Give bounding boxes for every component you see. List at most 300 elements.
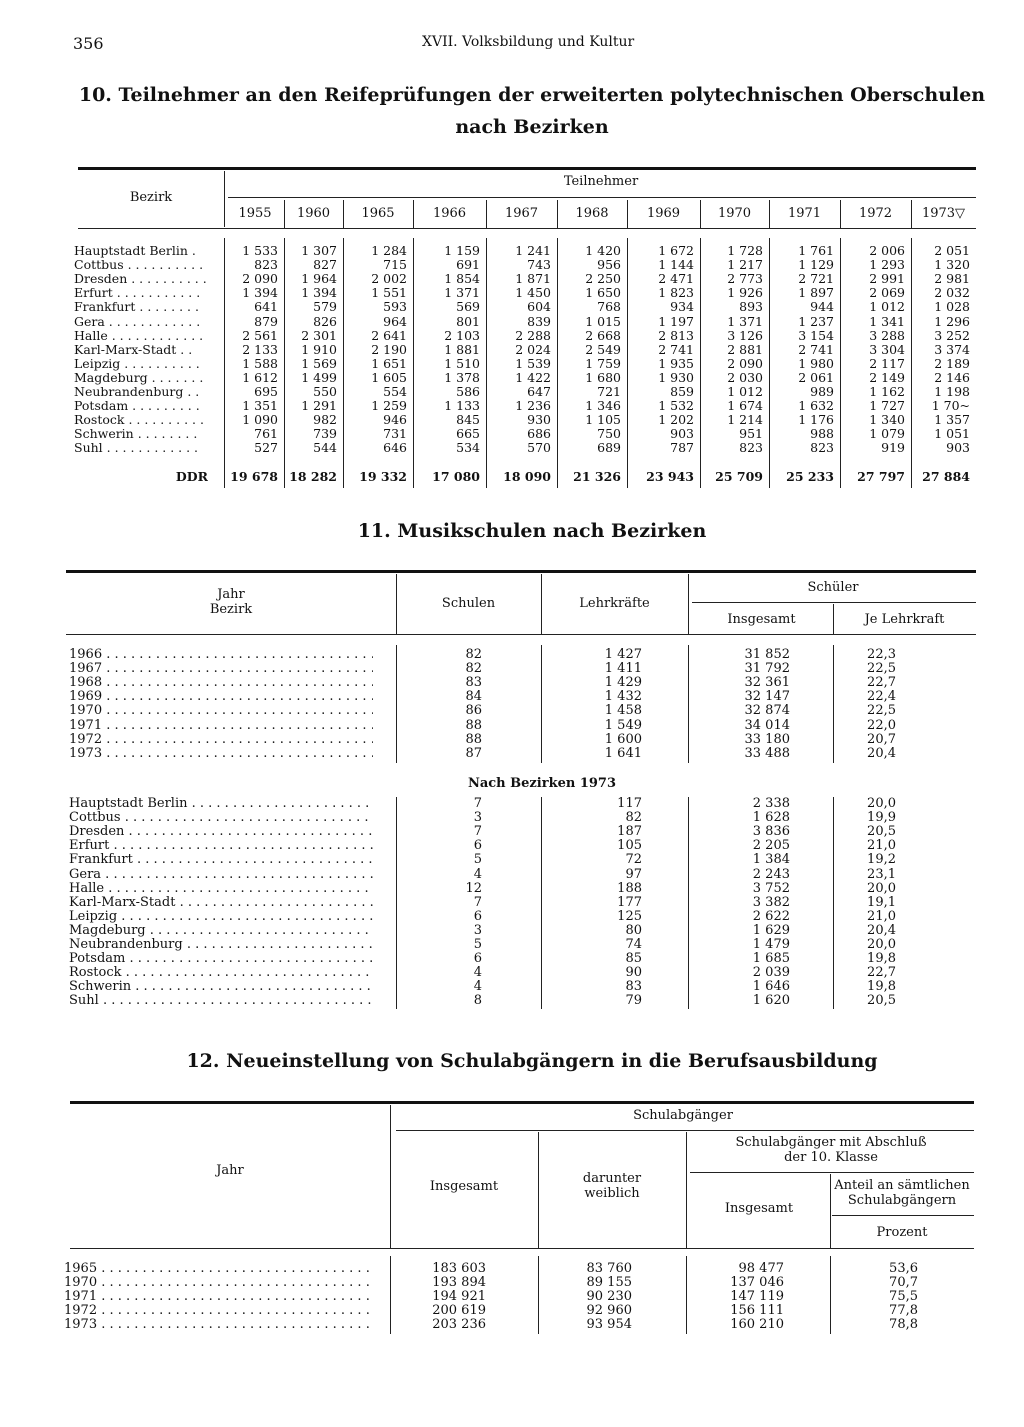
table11-cell: 32 874	[744, 703, 790, 719]
table10-cell: 1 605	[371, 369, 407, 385]
table11-row	[0, 719, 1000, 733]
table11-cell: 6	[473, 908, 482, 924]
table10-row	[0, 315, 1000, 329]
table10-cell: 3 288	[869, 327, 905, 343]
table11-row-label: 1971 . . .	[69, 719, 373, 733]
table10-cell: 2 561	[242, 327, 278, 343]
table10-cell: 801	[456, 313, 480, 329]
table11-cell: 20,4	[867, 745, 896, 761]
table10-header-divider	[769, 200, 770, 228]
table11-cell: 83	[465, 675, 482, 691]
table11-row-label: Gera . . .	[69, 868, 373, 882]
table10-cell: 1 759	[585, 355, 621, 371]
table10-row	[0, 272, 1000, 286]
table10-year-header: 1969	[646, 206, 681, 221]
table10-cell: 2 146	[934, 369, 970, 385]
running-head: XVII. Volksbildung und Kultur	[422, 34, 635, 50]
table10-cell: 1 926	[727, 285, 763, 301]
table10-cell: 823	[739, 440, 763, 456]
table12-cell: 78,8	[889, 1317, 918, 1333]
table10-cell: 1 510	[444, 355, 480, 371]
table11-cell: 1 432	[604, 689, 642, 705]
table11-cell: 6	[473, 838, 482, 854]
table12-anteil-rule	[832, 1215, 974, 1216]
table11-cell: 22,0	[867, 717, 896, 733]
table11-cell: 34 014	[744, 717, 790, 733]
table10-cell: 944	[810, 299, 834, 315]
table10-cell: 646	[383, 440, 407, 456]
table11-cell: 19,8	[867, 979, 896, 995]
table11-row-label: Potsdam . . .	[69, 952, 373, 966]
table10-cell: 951	[739, 426, 763, 442]
table12-header-rule	[70, 1248, 974, 1249]
table10-row	[0, 427, 1000, 441]
table10-row	[0, 286, 1000, 300]
table11-cell: 20,0	[867, 796, 896, 811]
table10-cell: 579	[313, 299, 337, 315]
table10-cell: 2 741	[658, 341, 694, 357]
table11-row	[0, 924, 1000, 938]
table11-row-label: Suhl . . .	[69, 994, 373, 1008]
table11-cell: 87	[465, 745, 482, 761]
table10-cell: 1 533	[242, 243, 278, 258]
table10-title-line2: nach Bezirken	[455, 116, 609, 138]
table10-cell: 27 797	[857, 469, 905, 484]
table10-cell: 1 420	[585, 243, 621, 258]
table11-cell: 4	[473, 979, 482, 995]
table12-cell: 200 619	[432, 1303, 486, 1319]
table10-cell: 2 061	[798, 369, 834, 385]
table11-cell: 3	[473, 810, 482, 826]
table10-cell: 1 351	[242, 398, 278, 414]
table10-cell: 1 357	[934, 412, 970, 428]
table12-cell: 137 046	[730, 1275, 784, 1291]
table10-row-label: Rostock . . . . . . . . . .	[74, 413, 204, 428]
table11-cell: 2 338	[752, 796, 790, 811]
table11-row-label: 1970 . . .	[69, 704, 373, 718]
table10-cell: 2 189	[934, 355, 970, 371]
table10-cell: 1 612	[242, 369, 278, 385]
table10-row	[0, 258, 1000, 272]
table10-cell: 982	[313, 412, 337, 428]
table11-row	[0, 662, 1000, 676]
table10-cell: 2 881	[727, 341, 763, 357]
table10-cell: 946	[383, 412, 407, 428]
table10-row	[0, 399, 1000, 413]
table12-row-label: 1972 . . .	[64, 1304, 370, 1318]
table10-cell: 1 159	[444, 243, 480, 258]
table10-cell: 1 394	[242, 285, 278, 301]
table10-top-rule	[78, 167, 976, 170]
table10-year-header: 1970	[717, 206, 752, 221]
table10-cell: 2 117	[869, 355, 905, 371]
table11-cell: 1 620	[752, 993, 790, 1009]
table10-cell: 1 588	[242, 355, 278, 371]
table11-cell: 2 243	[752, 866, 790, 882]
table12-divider-3	[686, 1132, 687, 1248]
table11-section-label: Nach Bezirken 1973	[467, 776, 617, 791]
table10-cell: 839	[527, 313, 551, 329]
table10-cell: 1 650	[585, 285, 621, 301]
table12-cell: 147 119	[730, 1289, 784, 1305]
table10-cell: 2 301	[301, 327, 337, 343]
table10-cell: 1 176	[798, 412, 834, 428]
table10-cell: 2 668	[585, 327, 621, 343]
table10-cell: 593	[383, 299, 407, 315]
table11-row	[0, 825, 1000, 839]
table11-cell: 3	[473, 922, 482, 938]
table10-row-label: Dresden . . . . . . . . . .	[74, 272, 207, 287]
table11-cell: 12	[465, 880, 482, 896]
table11-cell: 1 685	[752, 951, 790, 967]
table11-row-label: Erfurt . . .	[69, 839, 373, 853]
table12-cell: 70,7	[889, 1275, 918, 1291]
table11-cell: 1 458	[604, 703, 642, 719]
table10-cell: 1 144	[658, 257, 694, 273]
table10-cell: 1 910	[301, 341, 337, 357]
table12-col-anteil-2: Schulabgängern	[847, 1193, 957, 1208]
table10-cell: 1 105	[585, 412, 621, 428]
table10-cell: 2 549	[585, 341, 621, 357]
table10-cell: 2 641	[371, 327, 407, 343]
table11-row	[0, 704, 1000, 718]
table10-cell: 1 217	[727, 257, 763, 273]
table11-cell: 22,3	[867, 647, 896, 662]
table10-cell: 1 532	[658, 398, 694, 414]
table12-title: 12. Neueinstellung von Schulabgängern in die Berufsausbildung	[186, 1050, 878, 1072]
table10-row-label: Neubrandenburg . .	[74, 385, 200, 399]
table10-row-label: Leipzig . . . . . . . . . .	[74, 356, 200, 371]
table11-row	[0, 690, 1000, 704]
table11-cell: 22,7	[867, 675, 896, 691]
table11-cell: 72	[625, 852, 642, 868]
table10-year-header: 1967	[504, 206, 539, 221]
table11-row	[0, 882, 1000, 896]
table11-cell: 86	[465, 703, 482, 719]
table11-cell: 1 641	[604, 745, 642, 761]
table10-cell: 1 727	[869, 398, 905, 414]
table10-cell: 879	[254, 313, 278, 329]
table11-row	[0, 966, 1000, 980]
table10-row-label: Halle . . . . . . . . . . . .	[74, 328, 204, 343]
table11-cell: 74	[625, 937, 642, 952]
table11-cell: 32 147	[744, 689, 790, 705]
table10-cell: 18 282	[289, 469, 337, 484]
table10-year-header: 1971	[787, 206, 822, 221]
table10-cell: 1 129	[798, 257, 834, 273]
table10-year-header: 1960	[296, 206, 331, 221]
table10-year-header: 1972	[858, 206, 893, 221]
table10-row	[0, 244, 1000, 258]
table10-cell: 1 259	[371, 398, 407, 414]
table11-cell: 32 361	[744, 675, 790, 691]
table11-cell: 1 628	[752, 810, 790, 826]
table11-cell: 117	[617, 796, 642, 811]
table10-cell: 27 884	[922, 469, 970, 484]
table11-cell: 20,7	[867, 731, 896, 747]
table12-col-abschluss-2: der 10. Klasse	[784, 1150, 878, 1165]
table10-cell: 1 394	[301, 285, 337, 301]
table11-cell: 125	[617, 908, 642, 924]
table10-cell: 2 773	[727, 271, 763, 287]
table11-cell: 82	[465, 661, 482, 677]
page-number: 356	[73, 34, 104, 53]
table11-cell: 5	[473, 852, 482, 868]
table11-cell: 20,5	[867, 993, 896, 1009]
table10-cell: 3 252	[934, 327, 970, 343]
table10-cell: 1 214	[727, 412, 763, 428]
table10-cell: 1 241	[515, 243, 551, 258]
table12-cell: 193 894	[432, 1275, 486, 1291]
table10-row-label: Erfurt . . . . . . . . . . .	[74, 286, 201, 301]
table11-cell: 177	[617, 894, 642, 910]
table12-cell: 75,5	[889, 1289, 918, 1305]
table11-cell: 79	[625, 993, 642, 1009]
table10-cell: 2 471	[658, 271, 694, 287]
table10-cell: 689	[597, 440, 621, 456]
table11-row	[0, 868, 1000, 882]
table11-header-rule	[66, 634, 976, 635]
table10-row-label: Hauptstadt Berlin .	[74, 244, 196, 258]
table11-cell: 2 205	[752, 838, 790, 854]
table10-cell: 1 051	[934, 426, 970, 442]
table11-cell: 7	[473, 894, 482, 910]
table12-abschluss-rule	[690, 1172, 974, 1173]
table10-header-divider	[557, 200, 558, 228]
table10-cell: 2 741	[798, 341, 834, 357]
table10-cell: 1 378	[444, 369, 480, 385]
table10-row-label: Potsdam . . . . . . . . .	[74, 399, 200, 414]
table10-cell: 739	[313, 426, 337, 442]
table10-cell: 1 930	[658, 369, 694, 385]
table11-col-je-lehrkraft: Je Lehrkraft	[864, 612, 945, 627]
table10-cell: 695	[254, 384, 278, 399]
table11-cell: 84	[465, 689, 482, 705]
table10-cell: 691	[456, 257, 480, 273]
table11-row-label: 1968 . . .	[69, 676, 373, 690]
table10-cell: 1 340	[869, 412, 905, 428]
table10-row	[0, 343, 1000, 357]
table10-col-bezirk: Bezirk	[129, 190, 173, 205]
table10-year-header: 1955	[238, 206, 272, 221]
table10-row-label: Magdeburg . . . . . . .	[74, 370, 204, 385]
table11-cell: 33 488	[744, 745, 790, 761]
table10-cell: 731	[383, 426, 407, 442]
table10-cell: 2 103	[444, 327, 480, 343]
table11-cell: 1 646	[752, 979, 790, 995]
table10-cell: 2 250	[585, 271, 621, 287]
table12-row-label: 1970 . . .	[64, 1276, 370, 1290]
table10-row-label: Cottbus . . . . . . . . . .	[74, 258, 204, 273]
table10-cell: 1 236	[515, 398, 551, 414]
table11-cell: 19,1	[867, 894, 896, 910]
table11-cell: 7	[473, 796, 482, 811]
table11-cell: 5	[473, 937, 482, 952]
table11-cell: 1 411	[604, 661, 642, 677]
table11-cell: 3 382	[752, 894, 790, 910]
table11-row	[0, 952, 1000, 966]
table10-cell: 787	[670, 440, 694, 456]
table11-row-label: Magdeburg . . .	[69, 924, 373, 938]
table11-cell: 82	[625, 810, 642, 826]
table11-cell: 20,4	[867, 922, 896, 938]
table10-cell: 23 943	[646, 469, 694, 484]
table11-cell: 21,0	[867, 908, 896, 924]
table11-col-schueler: Schüler	[807, 580, 859, 595]
table10-col-group: Teilnehmer	[563, 174, 639, 189]
table11-cell: 22,4	[867, 689, 896, 705]
table10-cell: 1 202	[658, 412, 694, 428]
table11-cell: 1 600	[604, 731, 642, 747]
table10-year-header: 1973▽	[921, 206, 966, 221]
table10-cell: 2 002	[371, 271, 407, 287]
table10-cell: 2 030	[727, 369, 763, 385]
table10-header-divider	[413, 200, 414, 228]
table10-cell: 1 569	[301, 355, 337, 371]
table11-cell: 7	[473, 824, 482, 840]
table10-cell: 859	[670, 384, 694, 399]
table12-top-rule	[70, 1101, 974, 1104]
table10-cell: 1 320	[934, 257, 970, 273]
table10-row	[0, 385, 1000, 399]
table10-stub-divider	[224, 171, 225, 227]
table10-cell: 823	[254, 257, 278, 273]
table11-row-label: Schwerin . . .	[69, 980, 373, 994]
table10-cell: 823	[810, 440, 834, 456]
table11-cell: 20,0	[867, 937, 896, 952]
table10-cell: 1 551	[371, 285, 407, 301]
table11-cell: 80	[625, 922, 642, 938]
table11-cell: 1 629	[752, 922, 790, 938]
table11-cell: 33 180	[744, 731, 790, 747]
table11-cell: 1 427	[604, 647, 642, 662]
table10-cell: 1 291	[301, 398, 337, 414]
table10-cell: 1 293	[869, 257, 905, 273]
table10-cell: 647	[527, 384, 551, 399]
table12-row	[0, 1304, 1000, 1318]
table10-cell: 919	[881, 440, 905, 456]
table10-cell: 1 197	[658, 313, 694, 329]
table10-cell: 527	[254, 440, 278, 456]
table10-cell: 1 284	[371, 243, 407, 258]
table10-cell: 1 499	[301, 369, 337, 385]
table10-year-header: 1966	[432, 206, 467, 221]
table10-cell: 2 813	[658, 327, 694, 343]
table10-year-header: 1965	[361, 206, 395, 221]
table12-col-weiblich-1: darunter	[582, 1171, 642, 1186]
table10-cell: 1 761	[798, 243, 834, 258]
table12-col-jahr: Jahr	[216, 1163, 244, 1178]
table10-cell: 1 341	[869, 313, 905, 329]
table10-cell: 988	[810, 426, 834, 442]
table11-row	[0, 896, 1000, 910]
table10-row-label: Schwerin . . . . . . . .	[74, 427, 198, 442]
table11-cell: 20,5	[867, 824, 896, 840]
table10-cell: 3 154	[798, 327, 834, 343]
table12-row-label: 1971 . . .	[64, 1290, 370, 1304]
table10-row-label: Suhl . . . . . . . . . . . .	[74, 441, 199, 456]
table10-cell: 1 450	[515, 285, 551, 301]
table10-row-label: Karl-Marx-Stadt . .	[74, 342, 193, 357]
table12-cell: 83 760	[586, 1261, 632, 1276]
table11-cell: 88	[465, 731, 482, 747]
table10-cell: 2 069	[869, 285, 905, 301]
table11-row-label: Cottbus . . .	[69, 811, 373, 825]
table10-cell: 1 935	[658, 355, 694, 371]
table10-cell: 3 304	[869, 341, 905, 357]
table10-cell: 569	[456, 299, 480, 315]
table10-cell: 1 632	[798, 398, 834, 414]
table10-group-rule	[228, 197, 976, 198]
table10-cell: 665	[456, 426, 480, 442]
table10-row	[0, 300, 1000, 314]
table10-title: 10. Teilnehmer an den Reifeprüfungen der erweiterten polytechnischen Oberschulen	[78, 84, 986, 106]
table10-cell: 2 149	[869, 369, 905, 385]
table11-group-rule	[692, 602, 976, 603]
table11-cell: 1 384	[752, 852, 790, 868]
table10-cell: 2 133	[242, 341, 278, 357]
table11-col-bezirk: Bezirk	[209, 602, 253, 617]
table10-cell: 1 028	[934, 299, 970, 315]
table12-col-group: Schulabgänger	[633, 1108, 733, 1123]
table10-header-divider	[700, 200, 701, 228]
table12-col-insgesamt: Insgesamt	[429, 1179, 499, 1194]
table10-cell: 1 680	[585, 369, 621, 385]
table11-cell: 19,9	[867, 810, 896, 826]
table11-cell: 22,7	[867, 965, 896, 981]
table10-cell: 1 012	[869, 299, 905, 315]
table10-cell: 2 032	[934, 285, 970, 301]
table12-cell: 90 230	[586, 1289, 632, 1305]
table11-top-rule	[66, 570, 976, 573]
table10-cell: 1 133	[444, 398, 480, 414]
table10-cell: 3 126	[727, 327, 763, 343]
table10-header-divider	[627, 200, 628, 228]
table11-row-label: Rostock . . .	[69, 966, 373, 980]
table10-cell: 721	[597, 384, 621, 399]
table10-cell: 2 006	[869, 243, 905, 258]
table11-col-lehrkraefte: Lehrkräfte	[579, 596, 650, 611]
table10-cell: 826	[313, 313, 337, 329]
table12-cell: 93 954	[586, 1317, 632, 1333]
table12-group-rule	[396, 1130, 974, 1131]
table12-col-prozent: Prozent	[876, 1225, 928, 1240]
table10-cell: 554	[383, 384, 407, 399]
table10-header-divider	[486, 200, 487, 228]
table12-row-label: 1965 . . .	[64, 1262, 370, 1276]
table11-cell: 2 622	[752, 908, 790, 924]
table10-cell: 1 162	[869, 384, 905, 399]
table10-cell: 550	[313, 384, 337, 399]
table10-cell: 1 539	[515, 355, 551, 371]
table10-cell: 2 024	[515, 341, 551, 357]
table10-header-divider	[840, 200, 841, 228]
table12-row	[0, 1276, 1000, 1290]
table10-cell: 1 371	[444, 285, 480, 301]
table11-row	[0, 676, 1000, 690]
table10-cell: 2 090	[727, 355, 763, 371]
table12-col-abschluss-1: Schulabgänger mit Abschluß	[735, 1135, 927, 1150]
table10-cell: 2 991	[869, 271, 905, 287]
table10-cell: 1 728	[727, 243, 763, 258]
table10-row-label: Gera . . . . . . . . . . . .	[74, 314, 201, 329]
table10-cell: 25 709	[715, 469, 763, 484]
table11-row-label: Karl-Marx-Stadt . . .	[69, 896, 373, 910]
table12-row	[0, 1262, 1000, 1276]
table10-cell: 1 854	[444, 271, 480, 287]
table10-cell: 893	[739, 299, 763, 315]
table11-row	[0, 938, 1000, 952]
